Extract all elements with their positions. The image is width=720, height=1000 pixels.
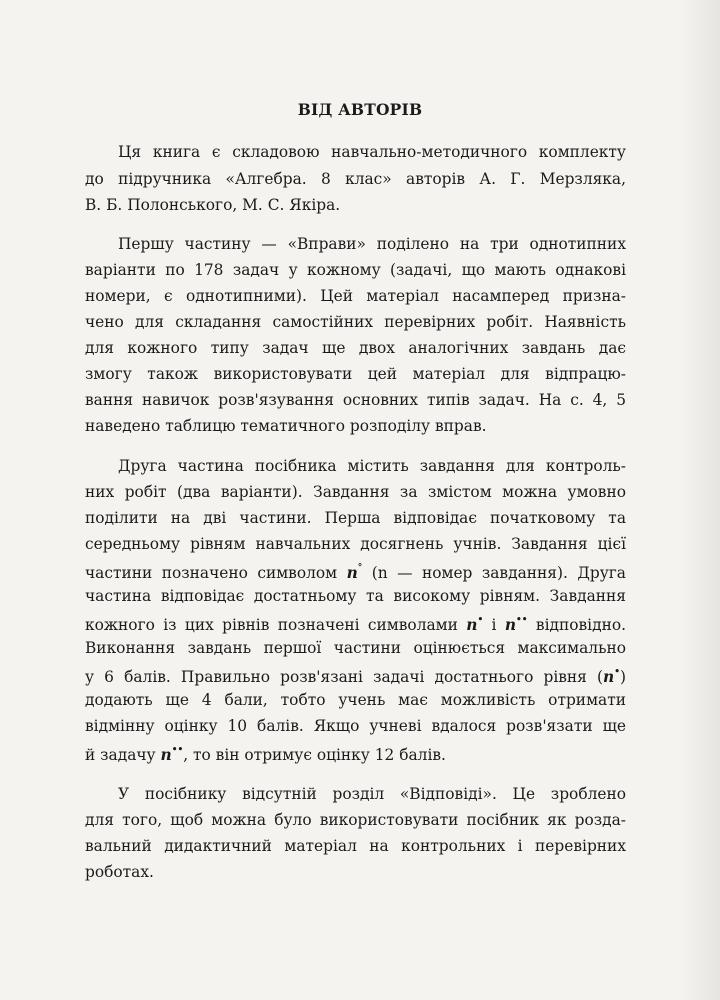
text-line: вання навичок розв'язування основних типів задач. На с. 4, 5 — [85, 391, 626, 409]
text-line: середньому рівням навчальних досягнень учнів. Завдання цієї — [85, 535, 626, 553]
text-line-with-symbol: й задачу n••, то він отримує оцінку 12 балів. — [85, 745, 446, 764]
text-line: Ця книга є складовою навчально-методичного комплекту — [118, 143, 626, 161]
text-line: чено для складання самостійних перевірних робіт. Наявність — [85, 313, 626, 331]
text-line: У посібнику відсутній розділ «Відповіді». Це зроблено — [118, 785, 626, 803]
task-symbol: n° — [346, 563, 363, 582]
text-line: роботах. — [85, 863, 154, 881]
text-line: варіанти по 178 задач у кожному (задачі, що мають однакові — [85, 261, 626, 279]
text-line: поділити на дві частини. Перша відповідає початковому та — [85, 509, 626, 527]
text-line: частина відповідає достатньому та високому рівням. Завдання — [85, 587, 626, 605]
text-line-with-symbols: кожного із цих рівнів позначені символами n• і n•• відповідно. — [85, 615, 626, 634]
text-line: наведено таблицю тематичного розподілу вправ. — [85, 417, 487, 435]
text-line: вальний дидактичний матеріал на контрольних і перевірних — [85, 837, 626, 855]
text-line-with-symbol: у 6 балів. Правильно розв'язані задачі достатнього рівня (n•) — [85, 667, 626, 686]
text-line: Першу частину — «Вправи» поділено на три однотипних — [118, 235, 626, 253]
text-line-with-symbol: частини позначено символом n° (n — номер завдання). Друга — [85, 563, 626, 582]
page-gutter-shadow — [680, 0, 720, 1000]
text-line: для кожного типу задач ще двох аналогічних завдань дає — [85, 339, 626, 357]
text-line: додають ще 4 бали, тобто учень має можливість отримати — [85, 691, 626, 709]
text-line: до підручника «Алгебра. 8 клас» авторів А. Г. Мерзляка, — [85, 170, 626, 188]
task-symbol-sufficient: n• — [603, 667, 620, 686]
task-symbol-high: n•• — [160, 745, 184, 764]
text-line: для того, щоб можна було використовувати посібник як розда- — [85, 811, 626, 829]
page-title: ВІД АВТОРІВ — [297, 100, 423, 119]
text-line: Виконання завдань першої частини оцінюється максимально — [85, 639, 626, 657]
text-line: змогу також використовувати цей матеріал для відпрацю- — [85, 365, 626, 383]
task-symbol-sufficient: n• — [466, 615, 484, 634]
task-symbol-high: n•• — [504, 615, 528, 634]
text-line: В. Б. Полонського, М. С. Якіра. — [85, 196, 341, 214]
text-line: номери, є однотипними). Цей матеріал насамперед призна- — [85, 287, 626, 305]
text-line: відмінну оцінку 10 балів. Якщо учневі вдалося розв'язати ще — [85, 717, 626, 735]
text-line: них робіт (два варіанти). Завдання за змістом можна умовно — [85, 483, 626, 501]
text-line: Друга частина посібника містить завдання для контроль- — [118, 457, 626, 475]
